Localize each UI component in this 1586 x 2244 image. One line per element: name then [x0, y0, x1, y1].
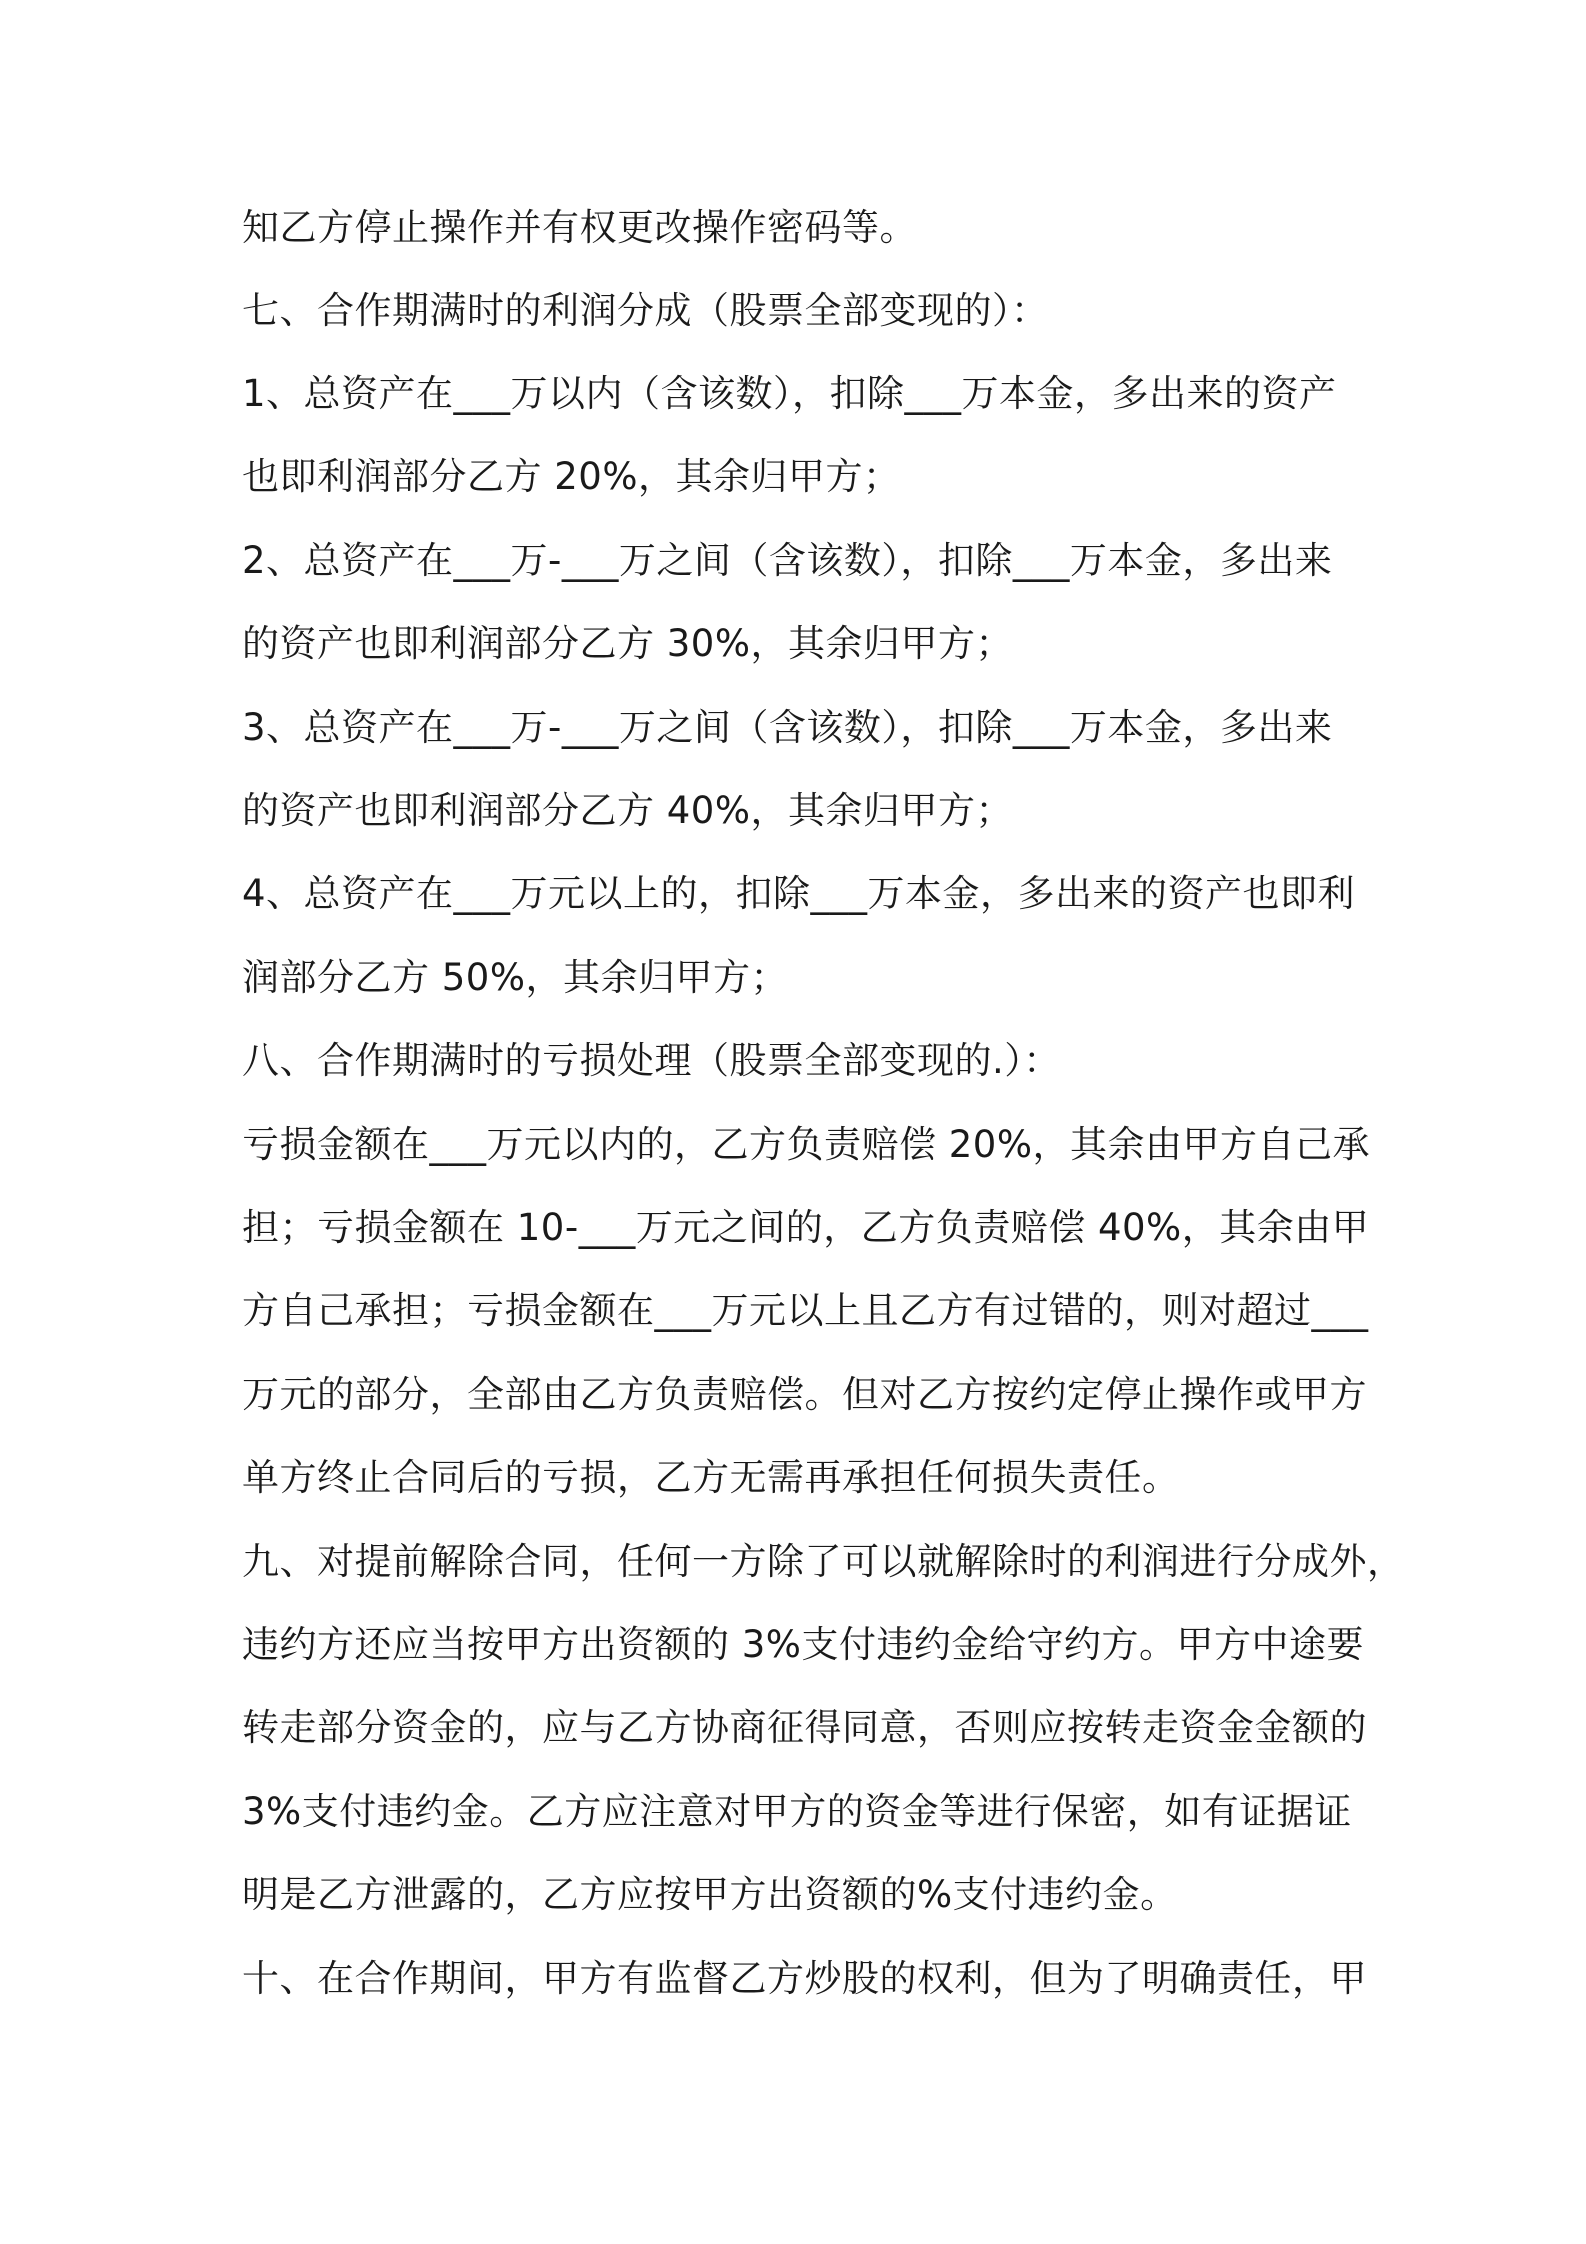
- text-line: 3、总资产在___万-___万之间（含该数），扣除___万本金，多出来: [242, 706, 1333, 749]
- text-line: 万元的部分，全部由乙方负责赔偿。但对乙方按约定停止操作或甲方: [242, 1373, 1367, 1416]
- text-line: 1、总资产在___万以内（含该数），扣除___万本金，多出来的资产: [242, 372, 1337, 415]
- text-line: 的资产也即利润部分乙方 40%，其余归甲方；: [242, 789, 1013, 832]
- text-line: 方自己承担；亏损金额在___万元以上且乙方有过错的，则对超过___: [242, 1289, 1369, 1332]
- text-line: 转走部分资金的，应与乙方协商征得同意，否则应按转走资金金额的: [242, 1706, 1367, 1749]
- section-heading: 八、合作期满时的亏损处理（股票全部变现的.）：: [242, 1039, 1061, 1082]
- section-heading: 九、对提前解除合同，任何一方除了可以就解除时的利润进行分成外，: [242, 1540, 1405, 1583]
- text-line: 亏损金额在___万元以内的，乙方负责赔偿 20%，其余由甲方自己承: [242, 1123, 1370, 1166]
- text-line: 的资产也即利润部分乙方 30%，其余归甲方；: [242, 622, 1013, 665]
- text-line: 单方终止合同后的亏损，乙方无需再承担任何损失责任。: [242, 1456, 1180, 1499]
- section-heading: 七、合作期满时的利润分成（股票全部变现的）：: [242, 289, 1049, 332]
- text-line: 润部分乙方 50%，其余归甲方；: [242, 956, 788, 999]
- text-line: 也即利润部分乙方 20%，其余归甲方；: [242, 455, 901, 498]
- text-line: 4、总资产在___万元以上的，扣除___万本金，多出来的资产也即利: [242, 872, 1356, 915]
- text-line: 明是乙方泄露的，乙方应按甲方出资额的%支付违约金。: [242, 1873, 1178, 1916]
- text-line: 2、总资产在___万-___万之间（含该数），扣除___万本金，多出来: [242, 539, 1333, 582]
- section-heading: 十、在合作期间，甲方有监督乙方炒股的权利，但为了明确责任，甲: [242, 1957, 1367, 2000]
- text-line: 担；亏损金额在 10-___万元之间的，乙方负责赔偿 40%，其余由甲: [242, 1206, 1370, 1249]
- text-line: 知乙方停止操作并有权更改操作密码等。: [242, 206, 917, 249]
- text-line: 违约方还应当按甲方出资额的 3%支付违约金给守约方。甲方中途要: [242, 1623, 1364, 1666]
- text-line: 3%支付违约金。乙方应注意对甲方的资金等进行保密，如有证据证: [242, 1790, 1352, 1833]
